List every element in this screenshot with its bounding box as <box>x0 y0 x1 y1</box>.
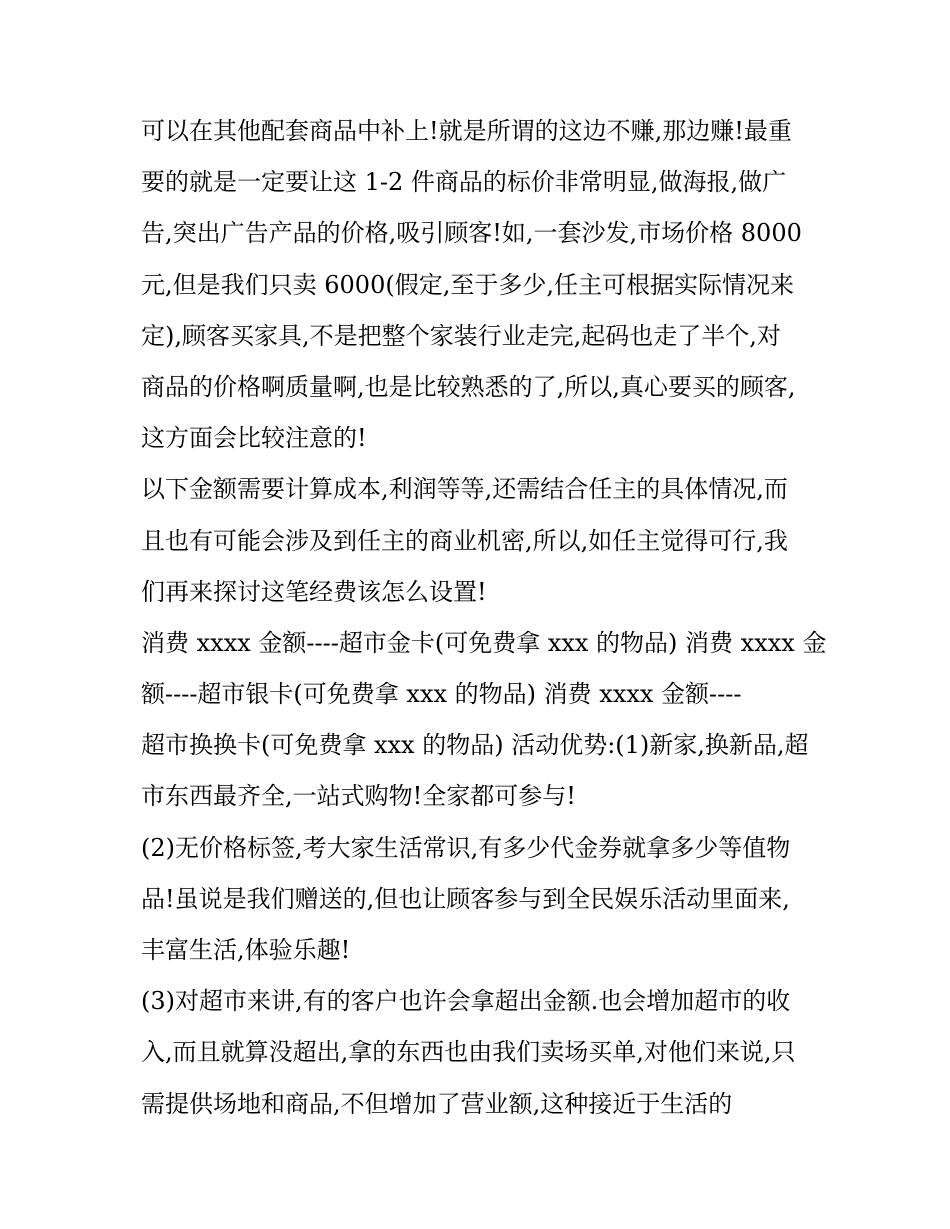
text-line: 丰富生活,体验乐趣! <box>141 936 351 964</box>
text-line: 消费 xxxx 金额----超市金卡(可免费拿 xxx 的物品) 消费 xxxx 金 <box>141 628 827 657</box>
text-line: 要的就是一定要让这 1-2 件商品的标价非常明显,做海报,做广 <box>141 168 787 197</box>
text-line: 商品的价格啊质量啊,也是比较熟悉的了,所以,真心要买的顾客, <box>141 372 796 401</box>
text-line: 品!虽说是我们赠送的,但也让顾客参与到全民娱乐活动里面来, <box>141 884 790 913</box>
text-line: 定),顾客买家具,不是把整个家装行业走完,起码也走了半个,对 <box>141 321 781 350</box>
text-line: 超市换换卡(可免费拿 xxx 的物品) 活动优势:(1)新家,换新品,超 <box>141 731 809 760</box>
text-line: 这方面会比较注意的! <box>141 424 367 453</box>
text-line: 告,突出广告产品的价格,吸引顾客!如,一套沙发,市场价格 8000 <box>141 219 802 248</box>
text-line: 以下金额需要计算成本,利润等等,还需结合任主的具体情况,而 <box>141 475 788 504</box>
text-line: 额----超市银卡(可免费拿 xxx 的物品) 消费 xxxx 金额---- <box>141 680 742 709</box>
text-line: 需提供场地和商品,不但增加了营业额,这种接近于生活的 <box>141 1089 733 1118</box>
text-line: (3)对超市来讲,有的客户也许会拿超出金额.也会增加超市的收 <box>141 987 791 1016</box>
text-line: 可以在其他配套商品中补上!就是所谓的这边不赚,那边赚!最重 <box>141 117 792 145</box>
text-line: 元,但是我们只卖 6000(假定,至于多少,任主可根据实际情况来 <box>141 270 794 299</box>
text-line: 们再来探讨这笔经费该怎么设置! <box>141 577 487 606</box>
text-line: 市东西最齐全,一站式购物!全家都可参与! <box>141 782 576 811</box>
text-line: 入,而且就算没超出,拿的东西也由我们卖场买单,对他们来说,只 <box>141 1038 796 1067</box>
document-body <box>141 106 827 1130</box>
text-line: (2)无价格标签,考大家生活常识,有多少代金券就拿多少等值物 <box>141 833 791 862</box>
text-line: 且也有可能会涉及到任主的商业机密,所以,如任主觉得可行,我 <box>141 526 788 555</box>
